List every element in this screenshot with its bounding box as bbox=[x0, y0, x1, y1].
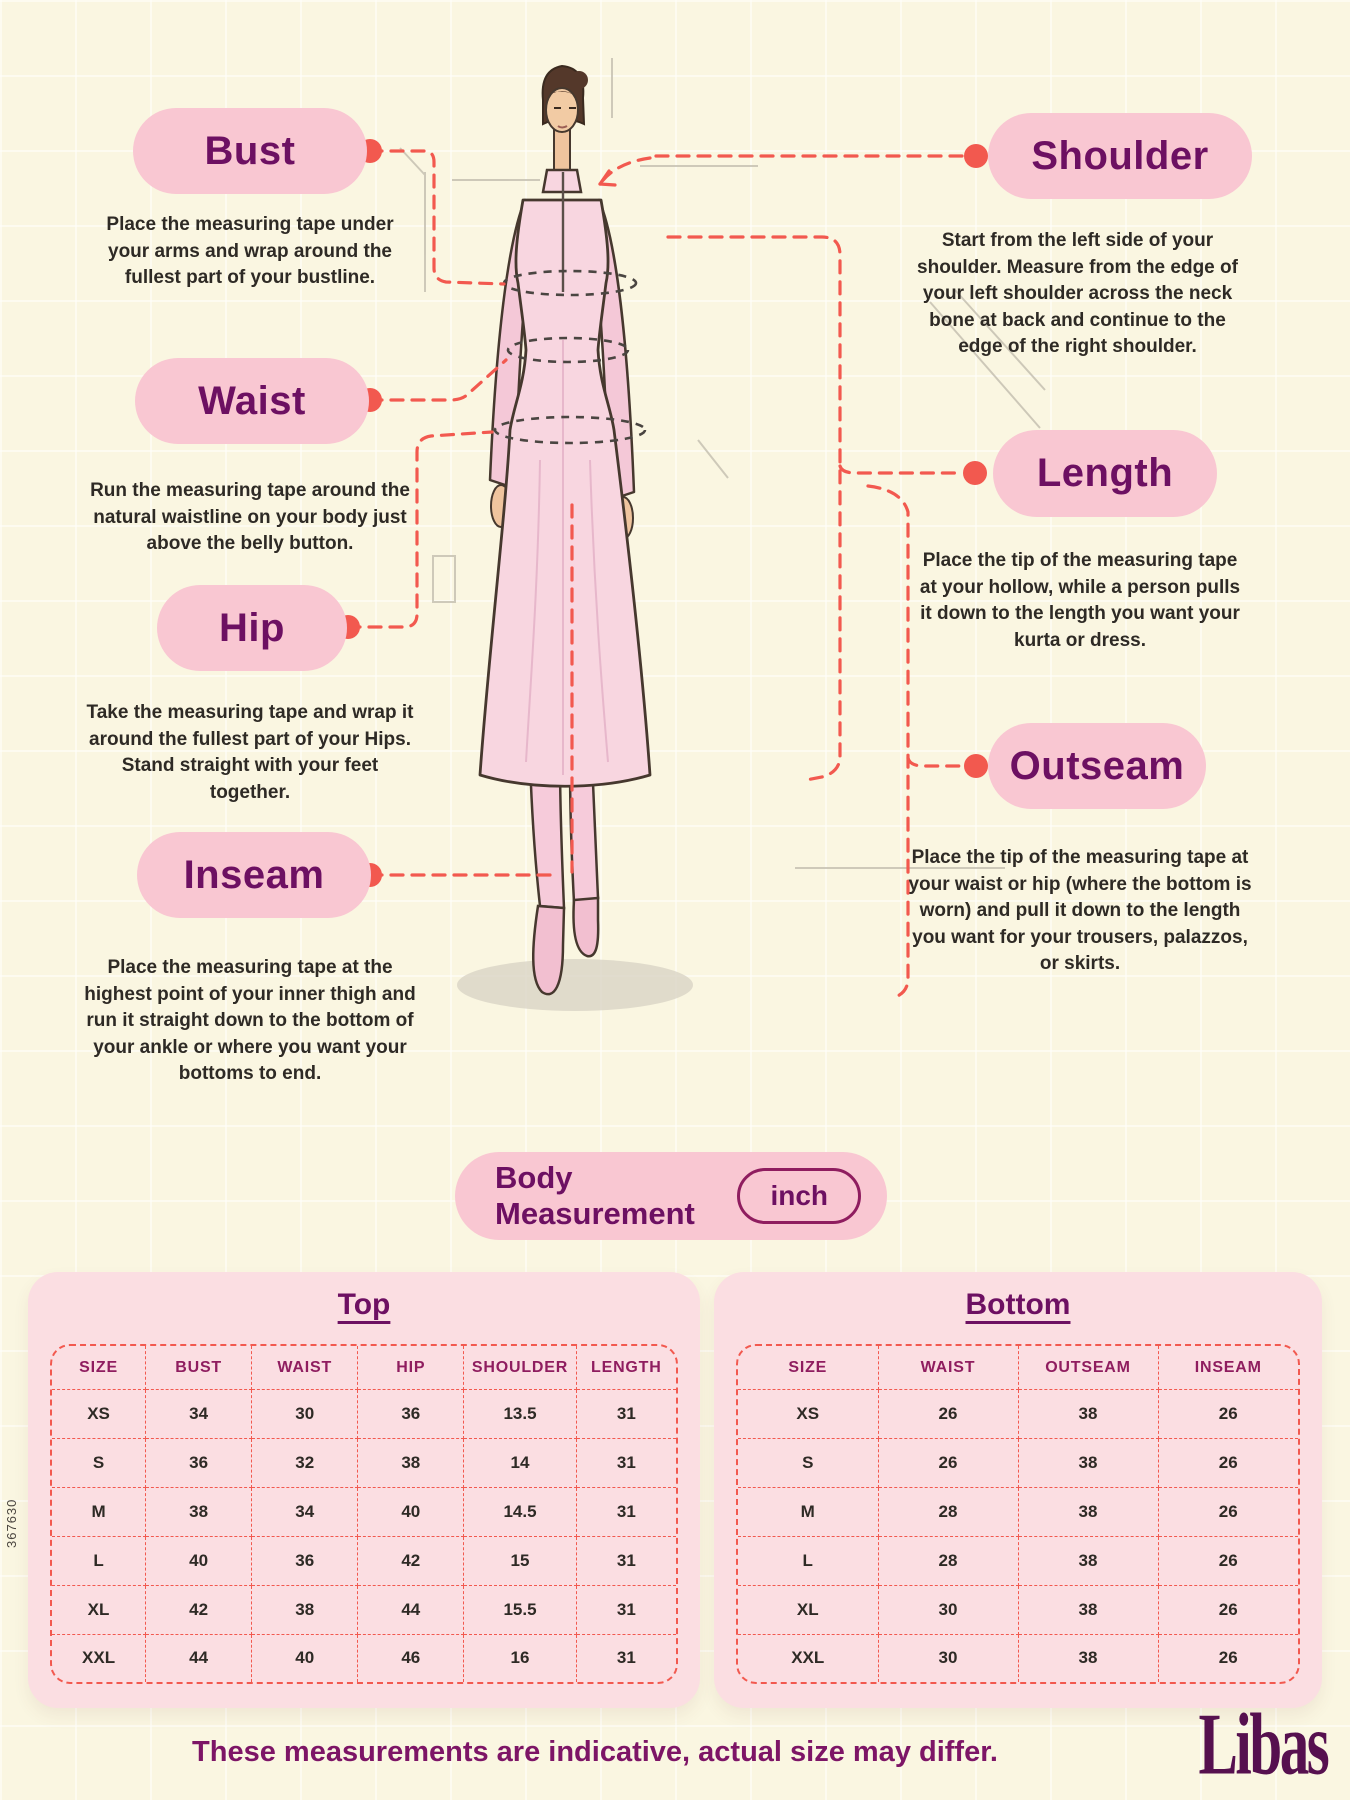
cell: 26 bbox=[1158, 1390, 1298, 1439]
bust-label: Bust bbox=[204, 128, 296, 173]
cell: 38 bbox=[1018, 1439, 1158, 1488]
cell: 30 bbox=[252, 1390, 358, 1439]
table-row bbox=[738, 1585, 1298, 1634]
face bbox=[546, 88, 578, 132]
hip-description: Take the measuring tape and wrap it around the fullest part of your Hips. Stand straight with your feet together. bbox=[86, 702, 414, 803]
cell: 36 bbox=[252, 1536, 358, 1585]
cell: 14 bbox=[464, 1439, 576, 1488]
col-header: HIP bbox=[358, 1346, 464, 1390]
cell: 31 bbox=[576, 1439, 676, 1488]
cell: 15 bbox=[464, 1536, 576, 1585]
cell: 38 bbox=[1018, 1487, 1158, 1536]
inseam-label-pill bbox=[137, 832, 371, 918]
cell: 26 bbox=[1158, 1439, 1298, 1488]
outseam-connector bbox=[868, 486, 908, 998]
cell: 26 bbox=[878, 1439, 1018, 1488]
top-table-title: Top bbox=[337, 1288, 391, 1321]
outseam-description: Place the tip of the measuring tape at your waist or hip (where the bottom is worn) and pull it down to the length you want for your trousers, palazzos, or skirts. bbox=[908, 847, 1252, 975]
cell: 38 bbox=[1018, 1536, 1158, 1585]
col-header: SIZE bbox=[52, 1346, 146, 1390]
cell: S bbox=[52, 1439, 146, 1488]
cell: 16 bbox=[464, 1634, 576, 1682]
cell: M bbox=[52, 1487, 146, 1536]
cell: 30 bbox=[878, 1634, 1018, 1682]
shoulder-label: Shoulder bbox=[1031, 133, 1209, 178]
table-row bbox=[52, 1585, 676, 1634]
col-header: SHOULDER bbox=[464, 1346, 576, 1390]
cell: 34 bbox=[146, 1390, 252, 1439]
col-header: INSEAM bbox=[1158, 1346, 1298, 1390]
floor-shadow bbox=[457, 959, 693, 1011]
cell: 31 bbox=[576, 1536, 676, 1585]
model-illustration bbox=[380, 40, 800, 1020]
table-row bbox=[738, 1487, 1298, 1536]
shoulder-dot bbox=[964, 144, 988, 168]
cell: 13.5 bbox=[464, 1390, 576, 1439]
waist-label-pill bbox=[135, 358, 369, 444]
top-header-row bbox=[52, 1346, 676, 1390]
bust-description: Place the measuring tape under your arms and wrap around the fullest part of your bustline. bbox=[106, 214, 394, 289]
cell: 40 bbox=[358, 1487, 464, 1536]
cell: 42 bbox=[358, 1536, 464, 1585]
waist-label: Waist bbox=[198, 378, 306, 423]
col-header: SIZE bbox=[738, 1346, 878, 1390]
cell: 38 bbox=[252, 1585, 358, 1634]
hip-label-pill bbox=[157, 585, 347, 671]
cell: 31 bbox=[576, 1585, 676, 1634]
cell: 31 bbox=[576, 1634, 676, 1682]
cell: 26 bbox=[1158, 1487, 1298, 1536]
neck bbox=[554, 128, 570, 172]
bottom-header-row bbox=[738, 1346, 1298, 1390]
outseam-branch bbox=[908, 758, 962, 766]
cell: 40 bbox=[252, 1634, 358, 1682]
left-shoe bbox=[533, 906, 564, 994]
cell: 36 bbox=[358, 1390, 464, 1439]
cell: 32 bbox=[252, 1439, 358, 1488]
length-label: Length bbox=[1036, 451, 1174, 495]
bottom-table bbox=[736, 1344, 1300, 1684]
cell: XL bbox=[738, 1585, 878, 1634]
cell: L bbox=[52, 1536, 146, 1585]
cell: M bbox=[738, 1487, 878, 1536]
cell: 40 bbox=[146, 1536, 252, 1585]
top-size-card bbox=[28, 1272, 700, 1708]
table-row bbox=[738, 1634, 1298, 1682]
bottom-table-title: Bottom bbox=[965, 1288, 1071, 1321]
outseam-dot bbox=[964, 754, 988, 778]
cell: XXL bbox=[738, 1634, 878, 1682]
bust-label-pill bbox=[133, 108, 367, 194]
col-header: BUST bbox=[146, 1346, 252, 1390]
top-table bbox=[50, 1344, 678, 1684]
col-header: LENGTH bbox=[576, 1346, 676, 1390]
cell: 28 bbox=[878, 1487, 1018, 1536]
table-row bbox=[738, 1439, 1298, 1488]
outseam-label: Outseam bbox=[1009, 743, 1185, 788]
cell: 26 bbox=[878, 1390, 1018, 1439]
waist-description: Run the measuring tape around the natural waistline on your body just above the belly button. bbox=[90, 480, 410, 555]
shoulder-description: Start from the left side of your shoulder. Measure from the edge of your left shoulder across the neck bone at back and continue to the edge of the right shoulder. bbox=[917, 230, 1238, 358]
cell: 26 bbox=[1158, 1634, 1298, 1682]
cell: 38 bbox=[1018, 1390, 1158, 1439]
cell: XS bbox=[738, 1390, 878, 1439]
cell: 28 bbox=[878, 1536, 1018, 1585]
inseam-label: Inseam bbox=[183, 852, 325, 897]
cell: 14.5 bbox=[464, 1487, 576, 1536]
cell: 42 bbox=[146, 1585, 252, 1634]
cell: 44 bbox=[358, 1585, 464, 1634]
table-row bbox=[52, 1439, 676, 1488]
hip-label: Hip bbox=[219, 605, 285, 650]
length-branch bbox=[840, 466, 961, 473]
table-row bbox=[738, 1536, 1298, 1585]
col-header: WAIST bbox=[252, 1346, 358, 1390]
cell: L bbox=[738, 1536, 878, 1585]
cell: XXL bbox=[52, 1634, 146, 1682]
cell: 31 bbox=[576, 1487, 676, 1536]
table-row bbox=[738, 1390, 1298, 1439]
length-label-pill bbox=[993, 430, 1217, 517]
table-row bbox=[52, 1634, 676, 1682]
cell: XS bbox=[52, 1390, 146, 1439]
length-description: Place the tip of the measuring tape at your hollow, while a person pulls it down to the length you want your kurta or dress. bbox=[919, 550, 1241, 651]
cell: 26 bbox=[1158, 1536, 1298, 1585]
outseam-label-pill bbox=[988, 723, 1206, 809]
unit-toggle-inch[interactable]: inch bbox=[737, 1168, 861, 1224]
cell: S bbox=[738, 1439, 878, 1488]
body-measurement-label: Body Measurement bbox=[495, 1160, 695, 1231]
shoulder-label-pill bbox=[988, 113, 1252, 199]
cell: 15.5 bbox=[464, 1585, 576, 1634]
cell: 38 bbox=[146, 1487, 252, 1536]
length-dot bbox=[963, 461, 987, 485]
cell: 44 bbox=[146, 1634, 252, 1682]
cell: 36 bbox=[146, 1439, 252, 1488]
cell: 46 bbox=[358, 1634, 464, 1682]
table-row bbox=[52, 1536, 676, 1585]
table-row bbox=[52, 1390, 676, 1439]
bottom-size-card bbox=[714, 1272, 1322, 1708]
table-row bbox=[52, 1487, 676, 1536]
cell: 30 bbox=[878, 1585, 1018, 1634]
side-code: 367630 bbox=[4, 1498, 19, 1548]
col-header: OUTSEAM bbox=[1018, 1346, 1158, 1390]
cell: 38 bbox=[358, 1439, 464, 1488]
inseam-description: Place the measuring tape at the highest point of your inner thigh and run it straight down to the bottom of your ankle or where you want your bottoms to end. bbox=[84, 957, 416, 1085]
disclaimer-note: These measurements are indicative, actual size may differ. bbox=[192, 1736, 998, 1768]
cell: 31 bbox=[576, 1390, 676, 1439]
cell: 38 bbox=[1018, 1585, 1158, 1634]
body-measurement-bar bbox=[455, 1152, 887, 1240]
right-shoe bbox=[574, 898, 599, 956]
cell: 38 bbox=[1018, 1634, 1158, 1682]
cell: 26 bbox=[1158, 1585, 1298, 1634]
cell: XL bbox=[52, 1585, 146, 1634]
brand-logo: Libas bbox=[1198, 1695, 1328, 1793]
cell: 34 bbox=[252, 1487, 358, 1536]
col-header: WAIST bbox=[878, 1346, 1018, 1390]
